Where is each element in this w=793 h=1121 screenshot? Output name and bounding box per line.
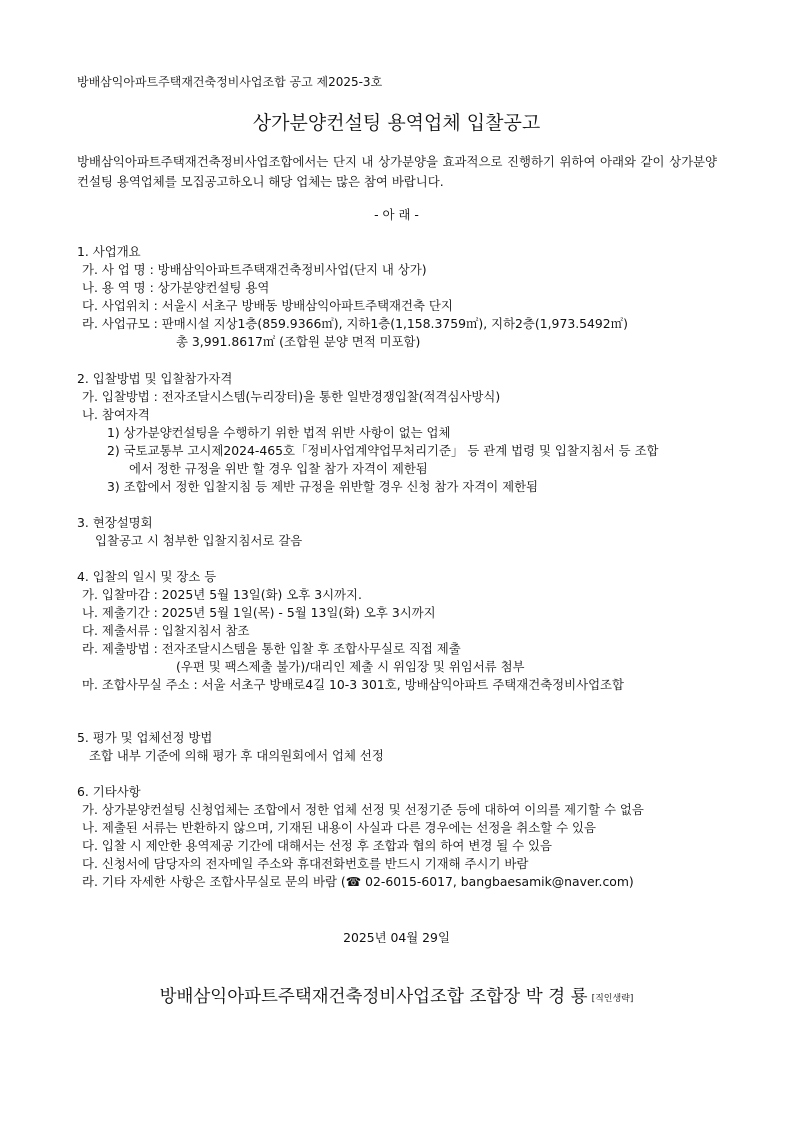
issuer-signature — [0, 984, 793, 1012]
section-1-heading: 1. 사업개요 — [77, 244, 141, 259]
qualification-item-cont: 에서 정한 규정을 위반 할 경우 입찰 참가 자격이 제한됨 — [129, 461, 428, 476]
section-2-item: 가. 입찰방법 : 전자조달시스템(누리장터)을 통한 일반경쟁입찰(적격심사방식) — [82, 389, 501, 404]
section-1-item-cont: 총 3,991.8617㎡ (조합원 분양 면적 미포함) — [176, 334, 421, 349]
notice-date: 2025년 04월 29일 — [343, 930, 450, 945]
section-3-body: 입찰공고 시 첨부한 입찰지침서로 갈음 — [95, 533, 303, 548]
section-1-item: 라. 사업규모 : 판매시설 지상1층(859.9366㎡), 지하1층(1,158.3759㎡), 지하2층(1,973.5492㎡) — [82, 316, 628, 331]
section-2-item: 나. 참여자격 — [82, 407, 150, 422]
section-5-body: 조합 내부 기준에 의해 평가 후 대의원회에서 업체 선정 — [89, 748, 384, 763]
section-1-item: 가. 사 업 명 : 방배삼익아파트주택재건축정비사업(단지 내 상가) — [82, 262, 427, 277]
section-6-item: 다. 입찰 시 제안한 용역제공 기간에 대해서는 선정 후 조합과 협의 하여 변경 될 수 있음 — [82, 838, 552, 853]
section-1-item: 나. 용 역 명 : 상가분양컨설팅 용역 — [82, 280, 270, 295]
notice-number: 방배삼익아파트주택재건축정비사업조합 공고 제2025-3호 — [77, 75, 383, 89]
qualification-item: 2) 국토교통부 고시제2024-465호「정비사업계약업무처리기준」 등 관계 법령 및 입찰지침서 등 조합 — [107, 443, 659, 458]
section-4-item: 나. 제출기간 : 2025년 5월 1일(목) - 5월 13일(화) 오후 3시까지 — [82, 605, 436, 620]
section-4-item: 다. 제출서류 : 입찰지침서 참조 — [82, 623, 250, 638]
section-4-item: 라. 제출방법 : 전자조달시스템을 통한 입찰 후 조합사무실로 직접 제출 — [82, 641, 461, 656]
section-2-heading: 2. 입찰방법 및 입찰참가자격 — [77, 371, 233, 386]
below-marker: - 아 래 - — [374, 207, 419, 222]
qualification-item: 1) 상가분양컨설팅을 수행하기 위한 법적 위반 사항이 없는 업체 — [107, 425, 451, 440]
section-4-heading: 4. 입찰의 일시 및 장소 등 — [77, 569, 217, 584]
section-4-item-cont: (우편 및 팩스제출 불가)/대리인 제출 시 위임장 및 위임서류 첨부 — [176, 659, 525, 674]
intro-paragraph: 방배삼익아파트주택재건축정비사업조합에서는 단지 내 상가분양을 효과적으로 진행하기 위하여 아래와 같이 상가분양컨설팅 용역업체를 모집공고하오니 해당 업체는 많은 참여 바랍니다. — [77, 154, 717, 189]
section-6-heading: 6. 기타사항 — [77, 784, 141, 799]
seal-omitted-note: [직인생략] — [591, 994, 634, 1004]
section-1-item: 다. 사업위치 : 서울시 서초구 방배동 방배삼익아파트주택재건축 단지 — [82, 298, 453, 313]
section-6-item: 라. 기타 자세한 사항은 조합사무실로 문의 바람 (☎ 02-6015-6017, bangbaesamik@naver.com) — [82, 874, 634, 889]
section-3-heading: 3. 현장설명회 — [77, 515, 153, 530]
section-4-item: 마. 조합사무실 주소 : 서울 서초구 방배로4길 10-3 301호, 방배삼익아파트 주택재건축정비사업조합 — [82, 677, 624, 692]
issuer-name: 방배삼익아파트주택재건축정비사업조합 조합장 박 경 룡 — [159, 987, 588, 1007]
section-5-heading: 5. 평가 및 업체선정 방법 — [77, 730, 213, 745]
section-4-item: 가. 입찰마감 : 2025년 5월 13일(화) 오후 3시까지. — [82, 587, 362, 602]
qualification-item: 3) 조합에서 정한 입찰지침 등 제반 규정을 위반할 경우 신청 참가 자격이 제한됨 — [107, 479, 539, 494]
page-title: 상가분양컨설팅 용역업체 입찰공고 — [252, 112, 541, 134]
section-6-item: 나. 제출된 서류는 반환하지 않으며, 기재된 내용이 사실과 다른 경우에는 선정을 취소할 수 있음 — [82, 820, 596, 835]
section-6-item: 가. 상가분양컨설팅 신청업체는 조합에서 정한 업체 선정 및 선정기준 등에 대하여 이의를 제기할 수 없음 — [82, 802, 644, 817]
section-6-item: 다. 신청서에 담당자의 전자메일 주소와 휴대전화번호를 반드시 기재해 주시기 바람 — [82, 856, 529, 871]
